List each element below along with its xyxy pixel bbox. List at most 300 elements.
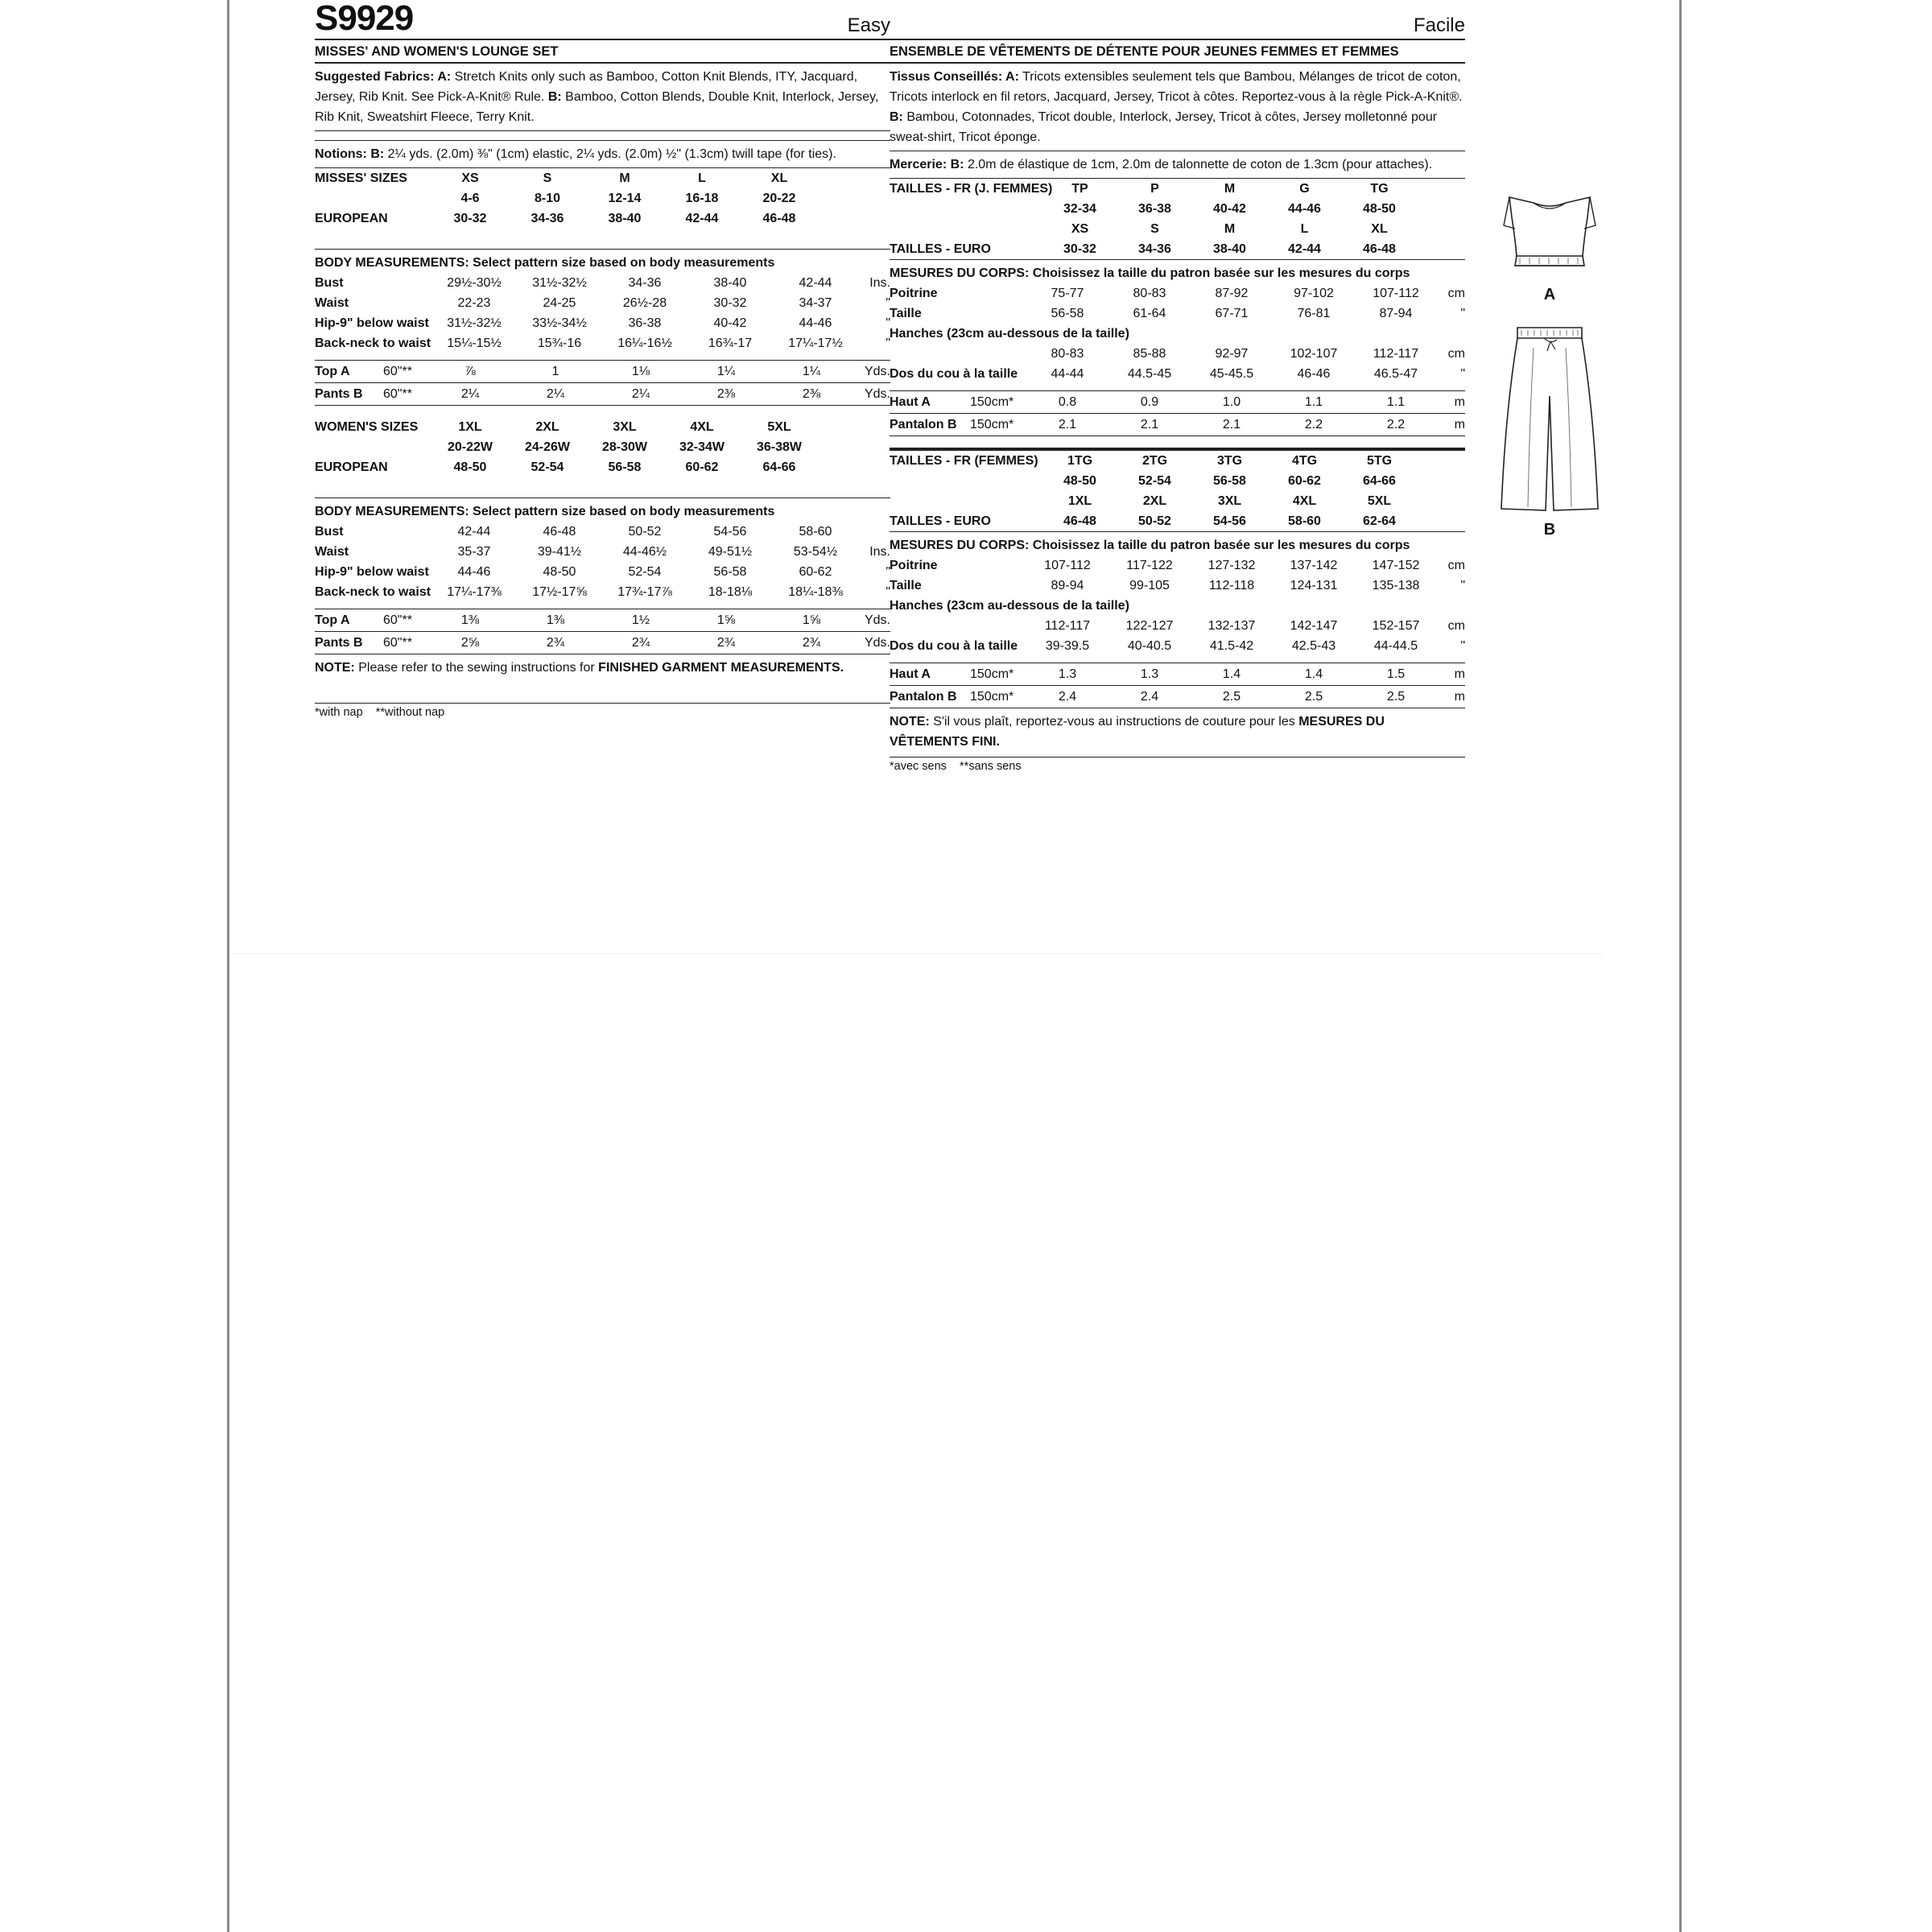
- measurement-value: 15¼-15½: [447, 336, 502, 350]
- measurement-value: 56-58: [1051, 307, 1084, 320]
- euro-size-cell: 60-62: [685, 460, 719, 474]
- measurement-label: Hip-9" below waist: [315, 316, 429, 330]
- misses-yardage-table-fr: [890, 391, 1465, 436]
- yardage-value: 1¼: [683, 361, 769, 383]
- unit-cell: cm: [1447, 559, 1465, 572]
- garment-illustrations: [1497, 193, 1602, 539]
- unit-cell: ": [1460, 579, 1465, 592]
- yardage-value: 1.0: [1191, 391, 1273, 414]
- table-row: [315, 562, 890, 582]
- unit-cell: ": [1460, 307, 1465, 320]
- measurement-value: 85-88: [1133, 347, 1166, 361]
- yardage-value: 1.3: [1108, 663, 1191, 686]
- size-range-cell: 4-6: [460, 192, 480, 205]
- yardage-label: Pants B: [315, 632, 383, 654]
- measurement-value: 15¾-16: [537, 336, 582, 350]
- yardage-value: 2¾: [769, 632, 854, 654]
- notions-fr: [890, 151, 1465, 179]
- measurement-value: 36-38: [628, 316, 662, 330]
- measurement-value: 17¼-17½: [788, 336, 843, 350]
- table-cell: [1417, 199, 1465, 219]
- table-row: [890, 324, 1465, 344]
- suggested-fabrics: [315, 64, 890, 131]
- size-cell: 3XL: [613, 420, 637, 434]
- measurement-value: 44-46½: [622, 545, 667, 559]
- size-cell: XL: [770, 171, 788, 185]
- yardage-value: 2.5: [1355, 686, 1437, 708]
- measurement-value: 97-102: [1294, 287, 1334, 300]
- size-range-cell: 48-50: [1063, 474, 1096, 488]
- womens-body-measurements-table: [315, 522, 890, 609]
- measurement-value: 61-64: [1133, 307, 1166, 320]
- table-cell: [818, 188, 890, 208]
- measurement-value: 44-44.5: [1373, 639, 1418, 653]
- sizes-label: WOMEN'S SIZES: [315, 420, 419, 434]
- size-range-cell: 24-26W: [524, 440, 571, 454]
- table-row: [315, 542, 890, 562]
- table-row: [890, 283, 1465, 303]
- table-cell: [1417, 449, 1465, 471]
- table-cell: [741, 477, 818, 498]
- measurement-label: Hip-9" below waist: [315, 565, 429, 579]
- table-row: [890, 511, 1465, 532]
- table-row: [890, 471, 1465, 491]
- alt-size-cell: S: [1150, 222, 1159, 236]
- yardage-value: 1.4: [1273, 663, 1355, 686]
- yardage-value: 2⅝: [427, 632, 513, 654]
- table-row: [890, 616, 1465, 636]
- size-range-cell: 32-34W: [679, 440, 725, 454]
- yardage-value: 2.4: [1026, 686, 1108, 708]
- table-row: [890, 344, 1465, 364]
- euro-size-cell: 50-52: [1138, 514, 1171, 528]
- yardage-label: Pantalon B: [890, 414, 970, 436]
- measurement-value: 42-44: [799, 276, 832, 290]
- yardage-value: 2¾: [683, 632, 769, 654]
- unit-cell: m: [1437, 391, 1465, 414]
- yardage-value: 2.4: [1108, 686, 1191, 708]
- table-cell: [818, 417, 890, 437]
- measurement-value: 124-131: [1290, 579, 1338, 592]
- measurement-value: 18-18⅛: [708, 585, 753, 599]
- table-cell: [890, 471, 1042, 491]
- size-cell: XS: [461, 171, 479, 185]
- table-row: [315, 273, 890, 293]
- euro-size-cell: 30-32: [453, 212, 487, 225]
- unit-cell: Ins.: [869, 276, 890, 290]
- fabric-width: 150cm*: [970, 391, 1026, 414]
- yardage-value: ⅞: [427, 361, 513, 383]
- table-cell: [315, 188, 391, 208]
- measurement-value: 34-36: [628, 276, 662, 290]
- size-range-cell: 16-18: [685, 192, 719, 205]
- measurement-value: 112-117: [1373, 347, 1419, 361]
- size-cell: G: [1299, 182, 1310, 196]
- table-row: [315, 582, 890, 609]
- hip-label: Hanches (23cm au-dessous de la taille): [890, 327, 1129, 341]
- unit-cell: [858, 522, 890, 542]
- size-range-cell: 20-22: [762, 192, 796, 205]
- measurement-value: 17½-17⅝: [532, 585, 587, 599]
- table-cell: [315, 477, 391, 498]
- womens-body-measurements-heading-fr: MESURES DU CORPS: Choisissez la taille du patron basée sur les mesures du corps: [890, 539, 1410, 552]
- fabrics-b-label-fr: B:: [890, 110, 903, 124]
- misses-body-measurements-table-fr: [890, 283, 1465, 391]
- alt-size-cell: 2XL: [1142, 494, 1167, 508]
- misses-sizes-table-fr: [890, 179, 1465, 260]
- table-row: [315, 632, 890, 654]
- euro-size-cell: 54-56: [1213, 514, 1246, 528]
- table-cell: [1417, 179, 1465, 199]
- size-cell: 2XL: [535, 420, 559, 434]
- table-row: [315, 208, 890, 229]
- table-row: [315, 188, 890, 208]
- measurement-value: 107-112: [1373, 287, 1419, 300]
- note-bold-text-fr: MESURES DU VÊTEMENTS FINI.: [890, 715, 1385, 749]
- fabrics-b-text: Bamboo, Cotton Blends, Double Knit, Interlock, Jersey, Rib Knit, Sweatshirt Fleece, Terry Knit.: [315, 90, 879, 124]
- misses-yardage-table: [315, 361, 890, 406]
- measurement-value: 46-48: [543, 525, 576, 539]
- pattern-title-fr: ENSEMBLE DE VÊTEMENTS DE DÉTENTE POUR JEUNES FEMMES ET FEMMES: [890, 40, 1465, 64]
- yardage-value: 0.8: [1026, 391, 1108, 414]
- euro-size-cell: 34-36: [530, 212, 564, 225]
- table-cell: [431, 229, 509, 250]
- measurement-value: 41.5-42: [1209, 639, 1254, 653]
- measurement-value: 29½-30½: [447, 276, 502, 290]
- size-range-cell: 56-58: [1213, 474, 1246, 488]
- french-column: [890, 0, 1465, 773]
- measurement-value: 44-44: [1051, 367, 1084, 381]
- yardage-value: 1⅝: [769, 609, 854, 632]
- measurement-value: 152-157: [1372, 619, 1420, 633]
- measurement-value: 122-127: [1125, 619, 1174, 633]
- table-row: [890, 303, 1465, 324]
- fabrics-label-fr: Tissus Conseillés: A:: [890, 70, 1019, 84]
- measurement-value: 30-32: [713, 296, 747, 310]
- note-label-fr: NOTE:: [890, 715, 930, 729]
- measurement-value: 26½-28: [622, 296, 667, 310]
- measurement-label: Waist: [315, 545, 349, 559]
- yardage-value: 1⅝: [683, 609, 769, 632]
- table-row: [315, 293, 890, 313]
- yardage-label: Haut A: [890, 663, 970, 686]
- measurement-value: 48-50: [543, 565, 576, 579]
- measurement-label: Taille: [890, 307, 922, 320]
- page-right-edge: [1679, 0, 1682, 1932]
- euro-size-cell: 56-58: [608, 460, 642, 474]
- table-row: [315, 477, 890, 498]
- yardage-value: 2⅜: [683, 383, 769, 406]
- measurement-value: 34-37: [799, 296, 832, 310]
- womens-sizes-table: [315, 417, 890, 498]
- euro-size-cell: 46-48: [1063, 514, 1096, 528]
- misses-body-measurements-table: [315, 273, 890, 361]
- size-cell: 4TG: [1291, 454, 1318, 468]
- unit-cell: ": [886, 565, 890, 579]
- european-label: TAILLES - EURO: [890, 514, 991, 528]
- euro-size-cell: 46-48: [762, 212, 796, 225]
- fold-line: [233, 953, 1602, 954]
- size-cell: 1XL: [458, 420, 482, 434]
- measurement-value: 33½-34½: [532, 316, 587, 330]
- yardage-value: 2.2: [1355, 414, 1437, 436]
- pants-b-label: B: [1543, 521, 1556, 539]
- alt-size-cell: M: [1224, 222, 1236, 236]
- alt-size-cell: 1XL: [1067, 494, 1092, 508]
- unit-cell: Yds.: [854, 383, 890, 406]
- yardage-value: 2¼: [513, 383, 598, 406]
- european-label: EUROPEAN: [315, 212, 388, 225]
- pattern-number: S9929: [315, 0, 414, 38]
- size-range-cell: 28-30W: [601, 440, 648, 454]
- measurement-value: 53-54½: [793, 545, 838, 559]
- yardage-value: 1.1: [1355, 391, 1437, 414]
- measurement-value: 18¼-18⅜: [788, 585, 843, 599]
- yardage-value: 2.2: [1273, 414, 1355, 436]
- page-left-edge: [227, 0, 229, 1932]
- size-cell: L: [698, 171, 706, 185]
- size-cell: 3TG: [1216, 454, 1243, 468]
- measurement-label: Taille: [890, 579, 922, 592]
- size-cell: P: [1150, 182, 1159, 196]
- yardage-label: Pantalon B: [890, 686, 970, 708]
- size-range-cell: 64-66: [1363, 474, 1396, 488]
- unit-cell: ": [1460, 639, 1465, 653]
- hip-label: Hanches (23cm au-dessous de la taille): [890, 599, 1129, 613]
- measurement-value: 80-83: [1051, 347, 1084, 361]
- table-cell: [586, 477, 663, 498]
- yardage-label: Pants B: [315, 383, 383, 406]
- measurement-value: 16¾-17: [708, 336, 753, 350]
- table-row: [890, 686, 1465, 708]
- difficulty-level: Easy: [847, 14, 890, 36]
- womens-sizes-table-fr: [890, 448, 1465, 532]
- sizes-label: TAILLES - FR (J. FEMMES): [890, 182, 1053, 196]
- unit-cell: Yds.: [854, 609, 890, 632]
- measurement-value: 102-107: [1290, 347, 1338, 361]
- note-text-fr: S'il vous plaît, reportez-vous au instructions de couture pour les: [933, 715, 1295, 729]
- measurement-label: Dos du cou à la taille: [890, 639, 1018, 653]
- womens-body-measurements-heading: BODY MEASUREMENTS: Select pattern size based on body measurements: [315, 505, 775, 518]
- french-header: [890, 0, 1465, 40]
- unit-cell: m: [1437, 663, 1465, 686]
- euro-size-cell: 30-32: [1063, 242, 1096, 256]
- measurement-value: 49-51½: [708, 545, 753, 559]
- table-cell: [818, 477, 890, 498]
- measurement-value: 46-46: [1297, 367, 1331, 381]
- size-range-cell: 8-10: [534, 192, 561, 205]
- table-row: [890, 219, 1465, 239]
- unit-cell: m: [1437, 686, 1465, 708]
- notions-label: Notions: B:: [315, 147, 385, 161]
- measurement-value: 24-25: [543, 296, 576, 310]
- measurement-value: 135-138: [1372, 579, 1420, 592]
- fabric-width: 150cm*: [970, 686, 1026, 708]
- european-label: TAILLES - EURO: [890, 242, 991, 256]
- measurement-value: 107-112: [1044, 559, 1091, 572]
- size-cell: S: [543, 171, 552, 185]
- table-cell: [890, 616, 1026, 636]
- yardage-value: 1.3: [1026, 663, 1108, 686]
- measurement-value: 80-83: [1133, 287, 1166, 300]
- measurement-label: Poitrine: [890, 559, 938, 572]
- measurement-value: 60-62: [799, 565, 832, 579]
- measurement-value: 92-97: [1215, 347, 1249, 361]
- alt-size-cell: XS: [1071, 222, 1089, 236]
- misses-sizes-table: [315, 168, 890, 250]
- yardage-label: Haut A: [890, 391, 970, 414]
- yardage-label: Top A: [315, 609, 383, 632]
- table-row: [315, 229, 890, 250]
- note-label: NOTE:: [315, 661, 355, 675]
- table-cell: [315, 437, 391, 457]
- euro-size-cell: 38-40: [1213, 242, 1246, 256]
- measurement-value: 44-46: [457, 565, 491, 579]
- table-cell: [391, 229, 431, 250]
- measurement-value: 142-147: [1290, 619, 1338, 633]
- yardage-value: 2.5: [1273, 686, 1355, 708]
- table-cell: [509, 477, 586, 498]
- table-cell: [818, 208, 890, 229]
- finished-measurements-note-fr: [890, 708, 1465, 758]
- table-row: [890, 179, 1465, 199]
- table-cell: [663, 477, 741, 498]
- euro-size-cell: 42-44: [685, 212, 719, 225]
- measurement-label: Dos du cou à la taille: [890, 367, 1018, 381]
- size-cell: 1TG: [1067, 454, 1093, 468]
- table-cell: [1417, 239, 1465, 260]
- measurement-value: 137-142: [1290, 559, 1338, 572]
- euro-size-cell: 46-48: [1363, 242, 1396, 256]
- unit-cell: Yds.: [854, 632, 890, 654]
- table-row: [315, 333, 890, 361]
- euro-size-cell: 64-66: [762, 460, 796, 474]
- measurement-value: 54-56: [713, 525, 747, 539]
- size-cell: 4XL: [690, 420, 714, 434]
- size-cell: M: [1224, 182, 1236, 196]
- table-cell: [890, 219, 1042, 239]
- divider: [315, 130, 890, 141]
- table-cell: [890, 491, 1042, 511]
- table-cell: [391, 477, 431, 498]
- fabric-width: 60"**: [383, 609, 427, 632]
- unit-cell: cm: [1447, 287, 1465, 300]
- notions-label-fr: Mercerie: B:: [890, 158, 964, 171]
- measurement-value: 35-37: [457, 545, 491, 559]
- table-cell: [586, 229, 663, 250]
- table-cell: [391, 208, 431, 229]
- alt-size-cell: L: [1300, 222, 1309, 236]
- euro-size-cell: 38-40: [608, 212, 642, 225]
- table-row: [315, 383, 890, 406]
- pattern-title: MISSES' AND WOMEN'S LOUNGE SET: [315, 40, 890, 64]
- table-row: [890, 391, 1465, 414]
- unit-cell: cm: [1447, 619, 1465, 633]
- yardage-value: 1⅛: [598, 361, 683, 383]
- measurement-value: 39-39.5: [1045, 639, 1090, 653]
- table-cell: [890, 344, 1026, 364]
- top-a-sketch-icon: [1497, 193, 1602, 282]
- measurement-value: 50-52: [628, 525, 662, 539]
- table-cell: [818, 168, 890, 188]
- size-cell: M: [619, 171, 630, 185]
- table-row: [315, 457, 890, 477]
- table-row: [890, 239, 1465, 260]
- euro-size-cell: 62-64: [1363, 514, 1396, 528]
- size-range-cell: 52-54: [1138, 474, 1171, 488]
- fabrics-a-text: Stretch Knits only such as Bamboo, Cotton Knit Blends, ITY, Jacquard, Jersey, Rib Knit. See Pick-A-Knit® Rule.: [315, 70, 858, 104]
- table-row: [315, 609, 890, 632]
- size-cell: 5TG: [1366, 454, 1393, 468]
- note-text: Please refer to the sewing instructions for: [358, 661, 595, 675]
- measurement-value: 31½-32½: [532, 276, 587, 290]
- fabrics-a-text-fr: Tricots extensibles seulement tels que Bambou, Mélanges de tricot de coton, Tricots interlock en fil retors, Jacquard, Jersey, Tricot à côtes. Reportez-vous à la règle Pick-A-Knit®.: [890, 70, 1463, 104]
- measurement-value: 56-58: [713, 565, 747, 579]
- table-cell: [391, 188, 431, 208]
- table-row: [890, 199, 1465, 219]
- measurement-label: Bust: [315, 525, 344, 539]
- measurement-value: 89-94: [1051, 579, 1084, 592]
- yardage-value: 0.9: [1108, 391, 1191, 414]
- measurement-value: 39-41½: [537, 545, 582, 559]
- table-cell: [818, 229, 890, 250]
- measurement-value: 58-60: [799, 525, 832, 539]
- measurement-value: 40-40.5: [1127, 639, 1172, 653]
- yardage-value: 2¾: [513, 632, 598, 654]
- measurement-value: 147-152: [1372, 559, 1420, 572]
- table-cell: [890, 199, 1042, 219]
- english-header: [315, 0, 890, 40]
- measurement-value: 112-117: [1044, 619, 1091, 633]
- measurement-value: 132-137: [1208, 619, 1256, 633]
- yardage-value: 1.5: [1355, 663, 1437, 686]
- alt-size-cell: 5XL: [1367, 494, 1392, 508]
- unit-cell: cm: [1447, 347, 1465, 361]
- fabrics-b-label: B:: [547, 90, 562, 104]
- pants-b-sketch-icon: [1497, 324, 1602, 517]
- table-row: [890, 414, 1465, 436]
- fabric-width: 150cm*: [970, 414, 1026, 436]
- measurement-value: 31½-32½: [447, 316, 502, 330]
- table-row: [890, 491, 1465, 511]
- european-label: EUROPEAN: [315, 460, 388, 474]
- yardage-value: 1½: [598, 609, 683, 632]
- table-cell: [1417, 219, 1465, 239]
- alt-size-cell: 3XL: [1217, 494, 1242, 508]
- table-cell: [818, 457, 890, 477]
- yardage-value: 1: [513, 361, 598, 383]
- fabric-width: 60"**: [383, 361, 427, 383]
- unit-cell: ": [886, 336, 890, 350]
- table-cell: [741, 229, 818, 250]
- measurement-value: 44.5-45: [1127, 367, 1172, 381]
- yardage-value: 2.1: [1191, 414, 1273, 436]
- yardage-value: 2.1: [1108, 414, 1191, 436]
- suggested-fabrics-fr: [890, 64, 1465, 151]
- unit-cell: ": [886, 296, 890, 310]
- size-range-cell: 20-22W: [447, 440, 493, 454]
- misses-body-measurements-heading: BODY MEASUREMENTS: Select pattern size based on body measurements: [315, 256, 775, 270]
- yardage-value: 2.1: [1026, 414, 1108, 436]
- table-row: [315, 437, 890, 457]
- table-cell: [818, 437, 890, 457]
- finished-measurements-note: [315, 654, 890, 704]
- fabric-width: 60"**: [383, 632, 427, 654]
- fabrics-b-text-fr: Bambou, Cotonnades, Tricot double, Interlock, Jersey, Tricot à côtes, Jersey molletonné pour sweat-shirt, Tricot éponge.: [890, 110, 1438, 144]
- size-cell: TG: [1370, 182, 1389, 196]
- measurement-value: 42-44: [457, 525, 491, 539]
- yardage-value: 2¼: [427, 383, 513, 406]
